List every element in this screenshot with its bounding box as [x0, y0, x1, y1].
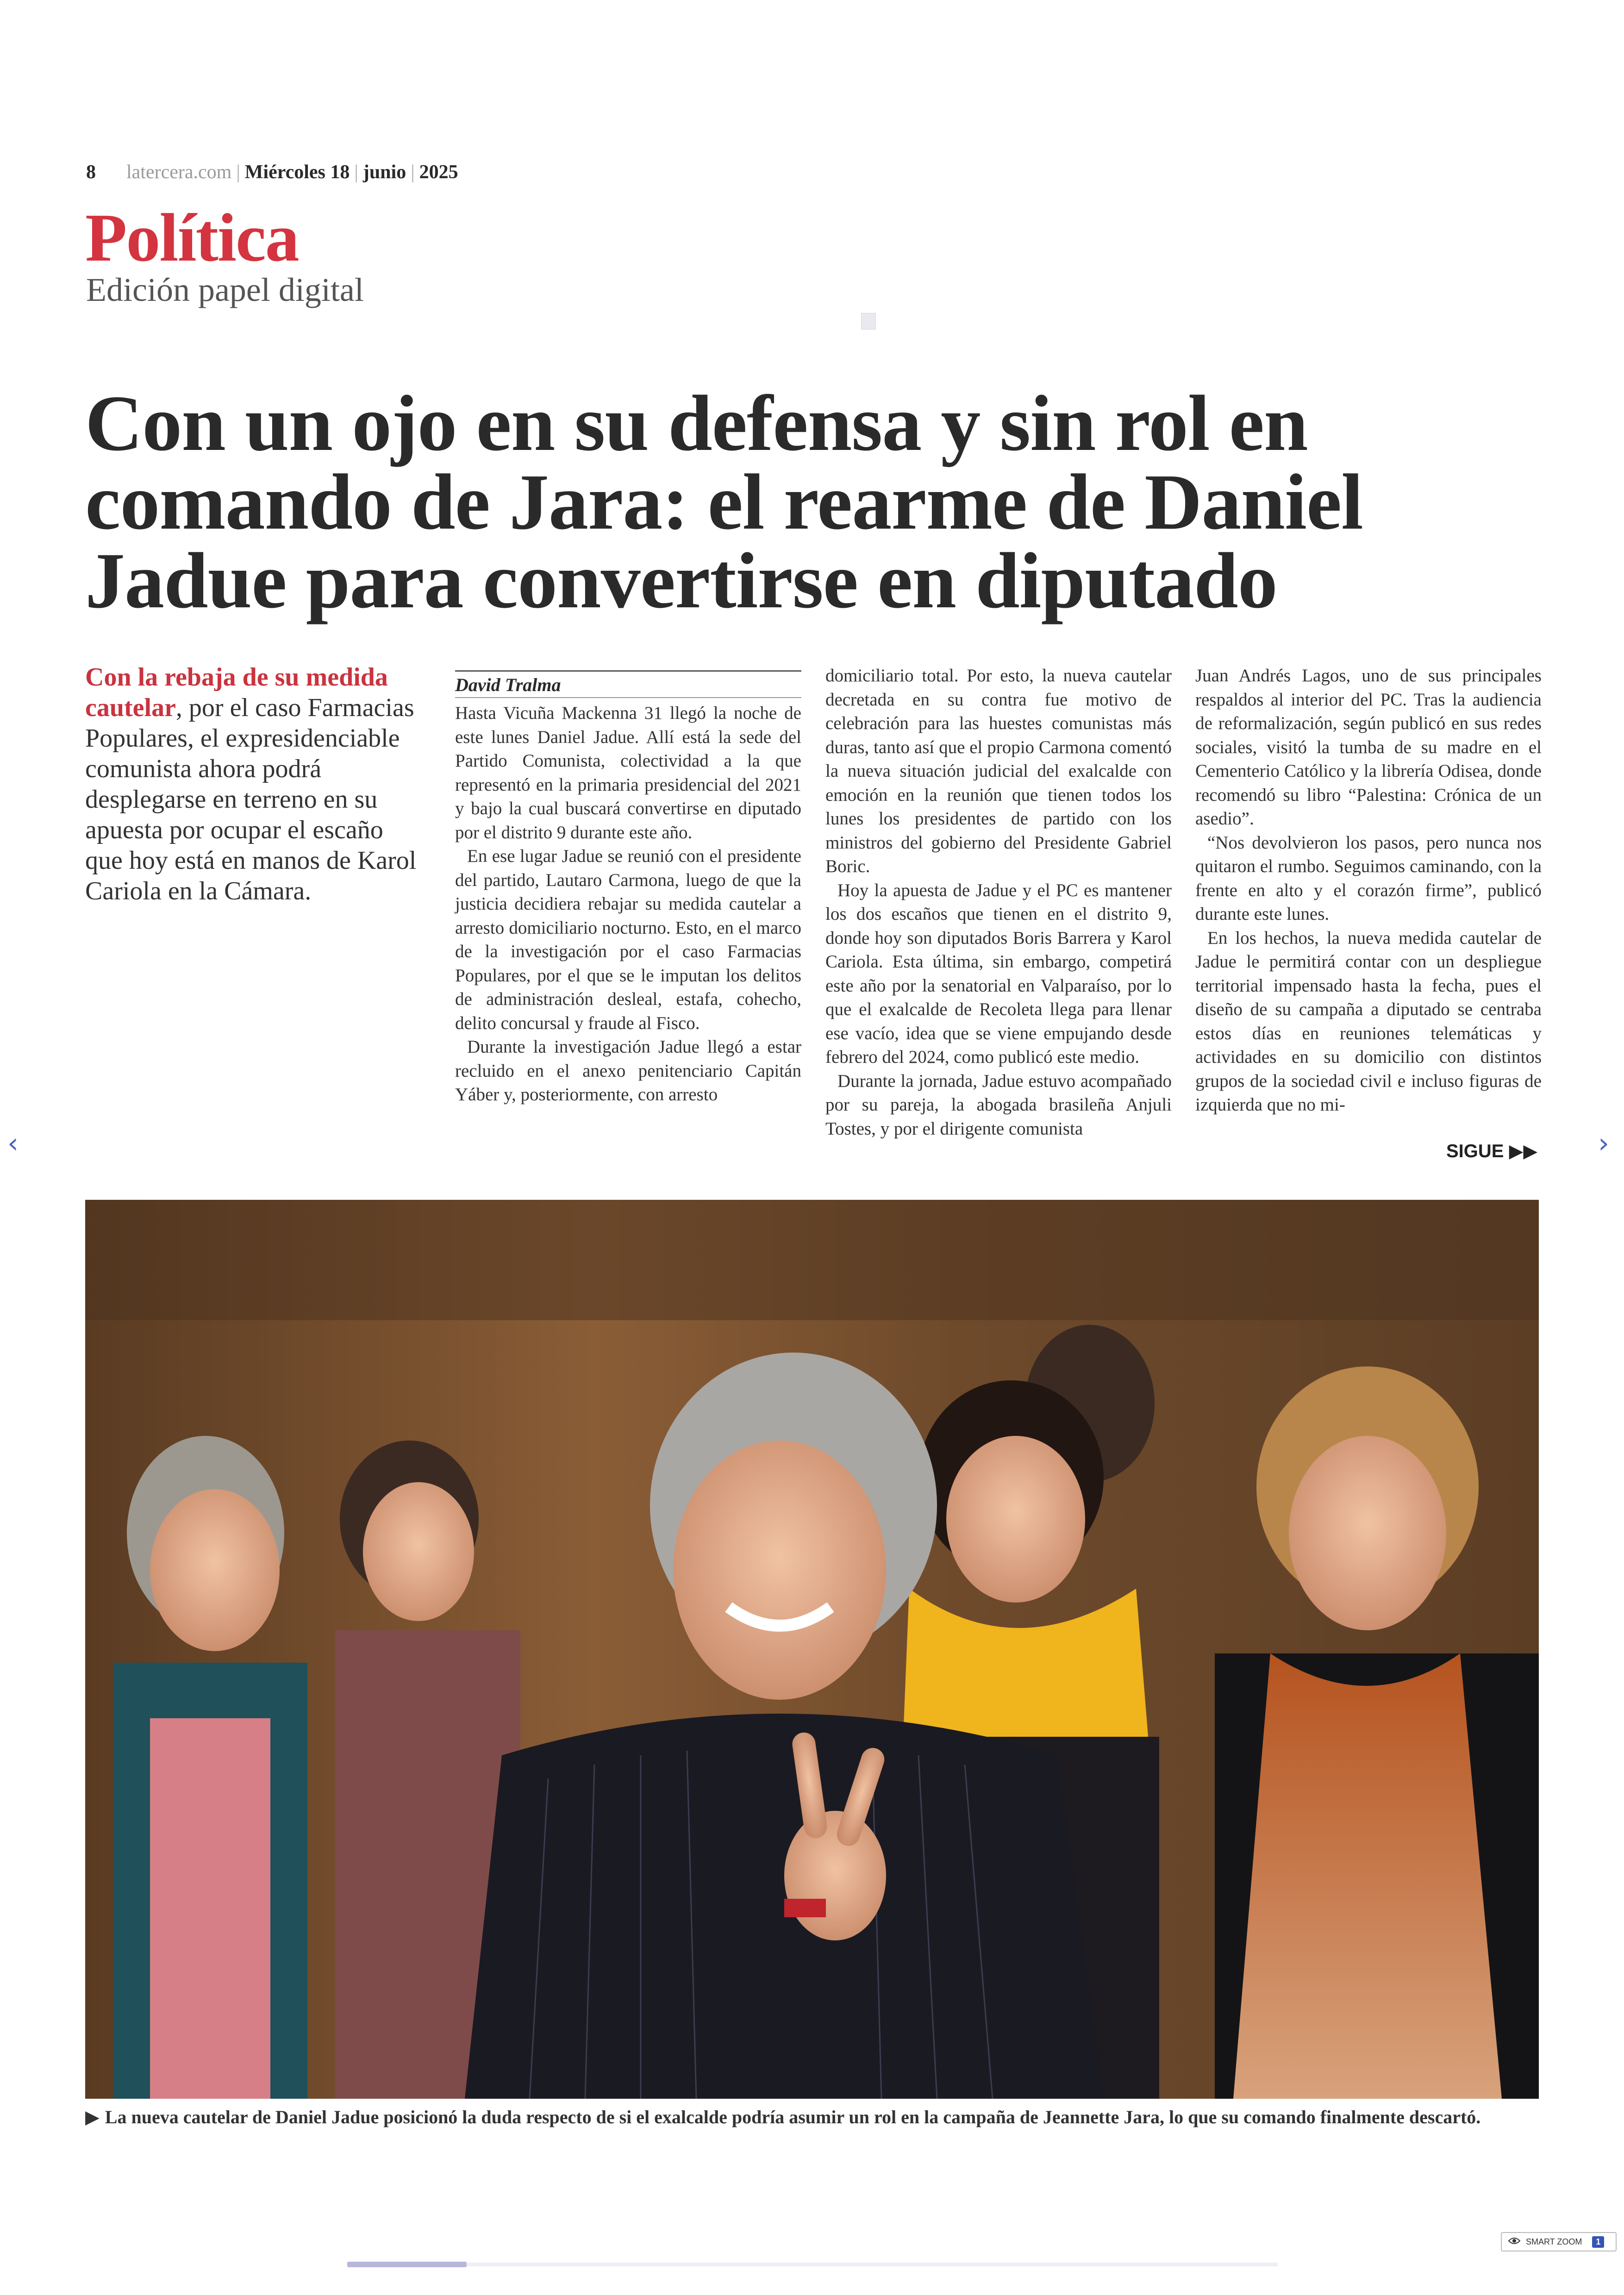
body-paragraph: Durante la investigación Jadue llegó a estar recluido en el anexo penitenciario Capitán Yáber y, posteriormente, con arresto	[455, 1037, 801, 1104]
body-paragraph: En los hechos, la nueva medida cautelar de Jadue le permitirá contar con un despliegue territorial impensado hasta la fecha, pues el diseño de su campaña a diputado se centraba estos días en reuniones telemáticas y actividades en su domicilio con distintos grupos de la sociedad civil e incluso figuras de izquierda que no mi-	[1195, 928, 1542, 1115]
smart-zoom-label: SMART ZOOM	[1526, 2237, 1582, 2246]
body-column-3	[1195, 664, 1542, 1117]
article-deck	[85, 662, 418, 906]
folio-separator: |	[354, 162, 358, 183]
folio-month: junio	[362, 162, 406, 183]
photo-illustration	[85, 1200, 1539, 2099]
body-column-1	[455, 701, 801, 1107]
page-number: 8	[86, 162, 96, 183]
body-column-2	[825, 664, 1172, 1141]
body-paragraph: Hoy la apuesta de Jadue y el PC es mantener los dos escaños que tienen en el distrito 9, donde hoy son diputados Boris Barrera y Karol Cariola. Esta última, sin embargo, competirá este año por la senatorial en Valparaíso, por lo que el exalcalde de Recoleta llega para llenar ese vacío, idea que se viene empujando desde febrero del 2024, como publicó este medio.	[825, 880, 1172, 1067]
photo-caption	[85, 2106, 1480, 2128]
smart-zoom-button[interactable]	[1501, 2232, 1617, 2251]
byline-rule	[455, 670, 801, 672]
folio-year: 2025	[419, 162, 458, 183]
article-photo	[85, 1200, 1539, 2099]
section-title: Política	[85, 200, 299, 276]
site-name: latercera.com	[126, 162, 232, 183]
next-page-arrow-icon[interactable]: ›	[1598, 1127, 1609, 1160]
body-paragraph: Durante la jornada, Jadue estuvo acompañado por su pareja, la abogada brasileña Anjuli Tostes, y por el dirigente comunista	[825, 1071, 1172, 1139]
page-scrollbar-track[interactable]	[347, 2263, 1278, 2266]
byline-rule-bottom	[455, 697, 801, 698]
body-paragraph: domiciliario total. Por esto, la nueva cautelar decretada en su contra fue motivo de celebración para las huestes comunistas más duras, tanto así que el propio Carmona comentó la nueva situación judicial del exalcalde con emoción en la reunión que tienen todos los lunes los presidentes de partido con los ministros del gobierno del Presidente Gabriel Boric.	[825, 666, 1172, 876]
page-indicator: 1	[1592, 2236, 1604, 2248]
article-headline: Con un ojo en su defensa y sin rol en comando de Jara: el rearme de Daniel Jadue para convertirse en diputado	[85, 380, 1363, 625]
page-scrollbar-thumb[interactable]	[347, 2262, 467, 2267]
edition-label: Edición papel digital	[86, 271, 364, 308]
folio-separator: |	[236, 162, 240, 183]
prev-page-arrow-icon[interactable]: ‹	[7, 1127, 19, 1160]
body-paragraph: “Nos devolvieron los pasos, pero nunca nos quitaron el rumbo. Seguimos caminando, con la frente en alto y el corazón firme”, publicó durante este lunes.	[1195, 832, 1542, 924]
continue-label[interactable]: SIGUE ▶▶	[1446, 1141, 1538, 1161]
body-paragraph: En ese lugar Jadue se reunió con el presidente del partido, Lautaro Carmona, luego de que la justicia decidiera rebajar su medida cautelar a arresto domiciliario nocturno. Esto, en el marco de la investigación por el caso Farmacias Populares, por el que se le imputan los delitos de administración desleal, estafa, cohecho, delito concursal y fraude al Fisco.	[455, 846, 801, 1033]
deck-lead: Con la rebaja de su medida cautelar	[85, 663, 388, 722]
byline: David Tralma	[455, 674, 561, 695]
body-paragraph: Hasta Vicuña Mackenna 31 llegó la noche de este lunes Daniel Jadue. Allí está la sede del Partido Comunista, colectividad a la que representó en la primaria presidencial del 2021 y bajo la cual buscará convertirse en diputado por el distrito 9 durante este año.	[455, 703, 801, 842]
deck-text: , por el caso Farmacias Populares, el expresidenciable comunista ahora podrá desplegarse en terreno en su apuesta por ocupar el escaño que hoy está en manos de Karol Cariola en la Cámara.	[85, 693, 417, 905]
eye-icon	[1508, 2237, 1520, 2247]
folio-separator: |	[411, 162, 415, 183]
folio-line	[86, 161, 458, 183]
caption-marker-icon: ▶	[85, 2107, 100, 2127]
annotation-marker-icon[interactable]	[861, 313, 876, 330]
folio-day: Miércoles 18	[244, 162, 350, 183]
body-paragraph: Juan Andrés Lagos, uno de sus principales respaldos al interior del PC. Tras la audiencia de reformalización, según publicó en sus redes sociales, visitó la tumba de su madre en el Cementerio Católico y la librería Odisea, donde recomendó su libro “Palestina: Crónica de un asedio”.	[1195, 666, 1542, 829]
caption-text: La nueva cautelar de Daniel Jadue posicionó la duda respecto de si el exalcalde podría asumir un rol en la campaña de Jeannette Jara, lo que su comando finalmente descartó.	[105, 2107, 1481, 2127]
